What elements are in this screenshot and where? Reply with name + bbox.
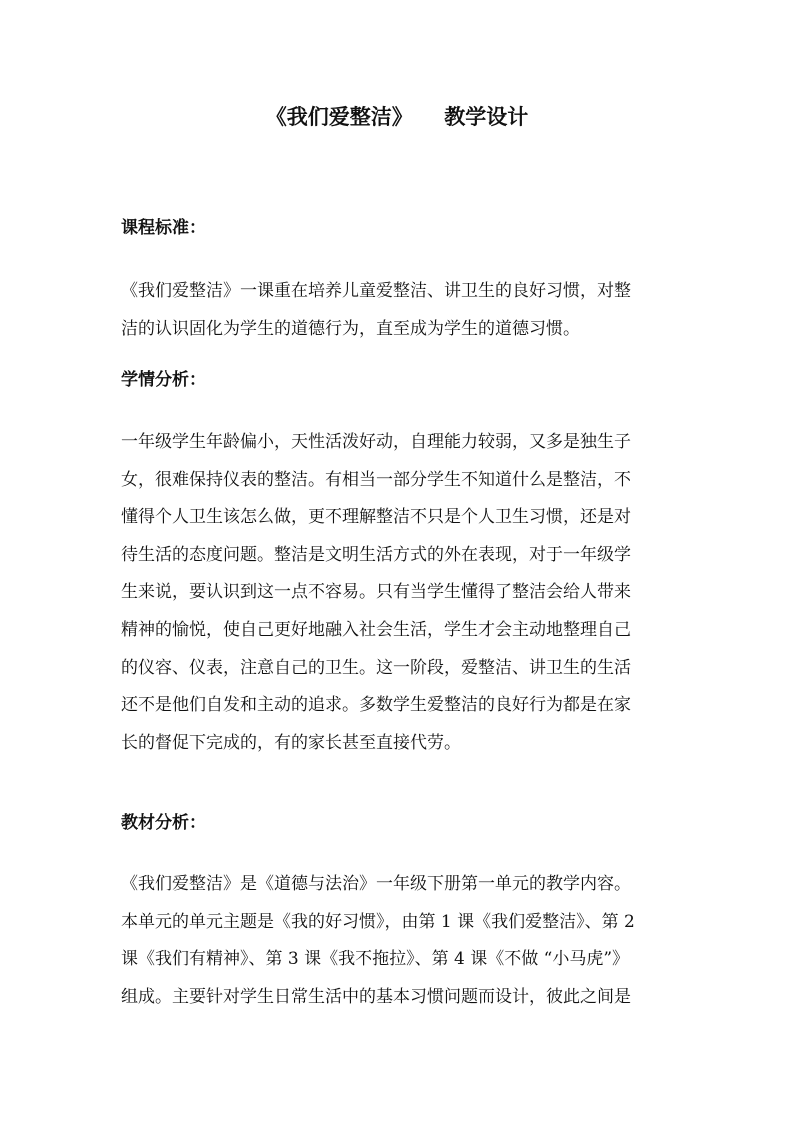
paragraph-line: 本单元的单元主题是《我的好习惯》，由第 1 课《我们爱整洁》、第 2: [121, 911, 635, 932]
section-heading: 学情分析：: [121, 370, 206, 390]
paragraph-line: 《我们爱整洁》一课重在培养儿童爱整洁、讲卫生的良好习惯，对整: [121, 281, 631, 301]
section-paragraph: [121, 273, 681, 348]
section-student-analysis: [121, 367, 681, 762]
paragraph-line: 懂得个人卫生该怎么做，更不理解整洁不只是个人卫生习惯，还是对: [121, 507, 631, 528]
paragraph-line: 长的督促下完成的，有的家长甚至直接代劳。: [121, 732, 461, 753]
paragraph-line: 生来说，要认识到这一点不容易。只有当学生懂得了整洁会给人带来: [121, 582, 631, 603]
section-heading: 教材分析：: [121, 813, 206, 833]
paragraph-line: 课《我们有精神》、第 3 课《我不拖拉》、第 4 课《不做 “小马虎”》: [121, 949, 630, 970]
section-paragraph: [121, 866, 681, 1016]
section-textbook-analysis: [121, 810, 681, 1016]
paragraph-line: 的仪容、仪表，注意自己的卫生。这一阶段，爱整洁、讲卫生的生活: [121, 657, 631, 678]
paragraph-line: 组成。主要针对学生日常生活中的基本习惯问题而设计，彼此之间是: [121, 986, 631, 1007]
document-title: 《我们爱整洁》 教学设计: [265, 105, 529, 129]
section-paragraph: [121, 424, 681, 762]
paragraph-line: 《我们爱整洁》是《道德与法治》一年级下册第一单元的教学内容。: [121, 874, 631, 894]
paragraph-line: 洁的认识固化为学生的道德行为，直至成为学生的道德习惯。: [121, 318, 580, 339]
paragraph-line: 待生活的态度问题。整洁是文明生活方式的外在表现，对于一年级学: [121, 544, 631, 565]
paragraph-line: 还不是他们自发和主动的追求。多数学生爱整洁的良好行为都是在家: [121, 695, 631, 716]
paragraph-line: 精神的愉悦，使自己更好地融入社会生活，学生才会主动地整理自己: [121, 619, 631, 640]
section-curriculum-standard: [121, 215, 681, 348]
paragraph-line: 一年级学生年龄偏小，天性活泼好动，自理能力较弱，又多是独生子: [121, 432, 631, 452]
paragraph-line: 女，很难保持仪表的整洁。有相当一部分学生不知道什么是整洁，不: [121, 469, 631, 490]
section-heading: 课程标准：: [121, 218, 206, 238]
